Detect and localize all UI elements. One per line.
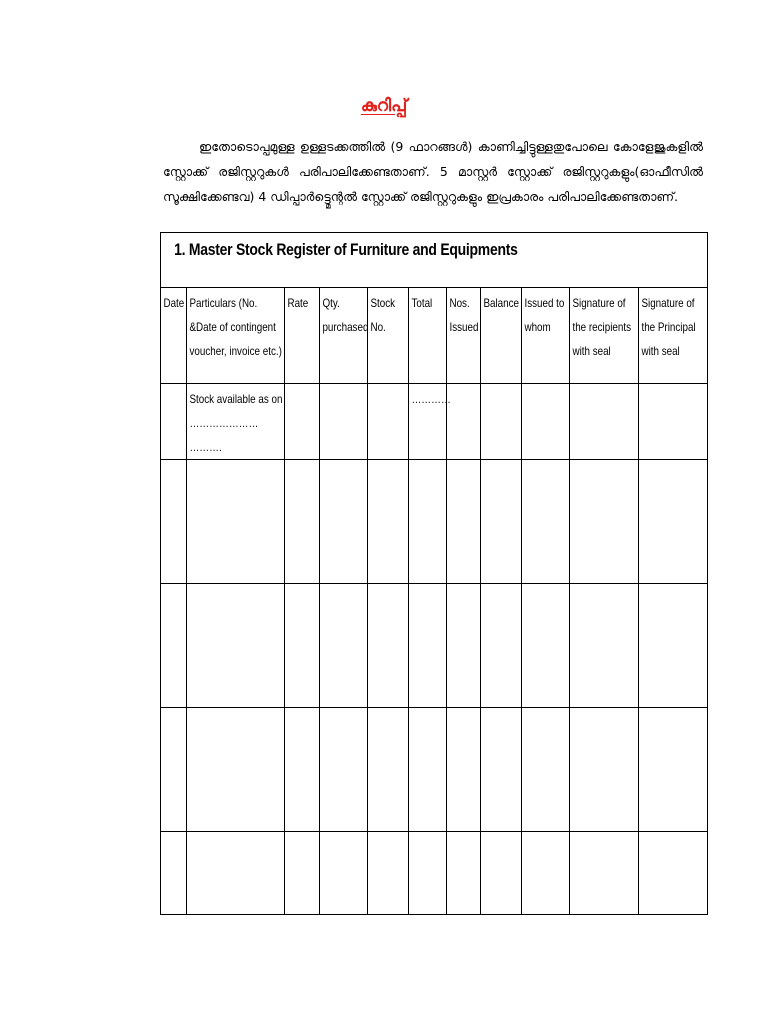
table-row — [161, 460, 708, 584]
table-cell — [285, 708, 320, 832]
table-row — [161, 708, 708, 832]
table-cell — [161, 584, 187, 708]
column-header — [522, 288, 570, 384]
table-cell — [320, 708, 368, 832]
table-header-row — [161, 288, 708, 384]
table-cell — [447, 460, 481, 584]
intro-paragraph: ഇതോടൊപ്പമുള്ള ഉള്ളടക്കത്തിൽ (9 ഫാറങ്ങൾ) കാണിച്ചിട്ടുള്ളതുപോലെ കോളേജുകളിൽ സ്റ്റോക്ക് രജിസ്റ്ററുകൾ പരിപാലിക്കേണ്ടതാണ്. 5 മാസ്റ്റർ സ്റ്റോക്ക് രജിസ്റ്ററുകളും(ഓഫീസിൽ സൂക്ഷിക്കേണ്ടവ) 4 ഡിപ്പാർട്ട്മെന്റൽ സ്റ്റോക്ക് രജിസ്റ്ററുകളും ഇപ്രകാരം പരിപാലിക്കേണ്ടതാണ്. — [163, 139, 703, 204]
table-cell — [409, 460, 447, 584]
table-cell — [570, 384, 639, 460]
table-cell — [481, 460, 522, 584]
column-header-nos-issued: Nos. Issued — [449, 296, 479, 334]
table-cell — [409, 384, 451, 460]
table-cell — [187, 584, 285, 708]
column-header-date: Date — [163, 296, 185, 310]
column-header-total: Total — [411, 296, 433, 310]
column-header-stock-no: Stock No. — [370, 296, 396, 334]
table-cell — [522, 832, 570, 915]
register-title-cell — [161, 233, 708, 288]
stock-total-placeholder: ………… — [411, 392, 451, 406]
column-header — [639, 288, 708, 384]
table-cell — [161, 384, 187, 460]
table-cell — [639, 832, 708, 915]
note-title: കുറിപ്പ് — [360, 96, 408, 116]
column-header — [161, 288, 187, 384]
table-cell — [368, 708, 409, 832]
table-row — [161, 832, 708, 915]
master-stock-register-table — [160, 232, 708, 915]
column-header — [570, 288, 639, 384]
table-cell — [187, 384, 285, 460]
table-cell — [447, 384, 481, 460]
table-cell — [409, 584, 447, 708]
table-cell — [320, 460, 368, 584]
table-cell — [522, 384, 570, 460]
column-header-principal-signature: Signature of the Principal with seal — [641, 296, 696, 358]
table-cell — [409, 832, 447, 915]
table-cell — [447, 832, 481, 915]
column-header-recipient-signature: Signature of the recipients with seal — [572, 296, 631, 358]
column-header-rate: Rate — [287, 296, 309, 310]
table-cell — [570, 832, 639, 915]
column-header — [447, 288, 481, 384]
column-header — [285, 288, 320, 384]
table-cell — [570, 708, 639, 832]
table-cell — [639, 460, 708, 584]
table-cell — [522, 460, 570, 584]
table-cell — [285, 460, 320, 584]
column-header — [481, 288, 522, 384]
table-cell — [481, 708, 522, 832]
table-cell — [320, 584, 368, 708]
register-title: 1. Master Stock Register of Furniture and Equipments — [174, 240, 518, 259]
column-header-particulars: Particulars (No. &Date of contingent voucher, invoice etc.) — [189, 296, 282, 358]
table-cell — [161, 832, 187, 915]
column-header-issued-to-whom: Issued to whom — [524, 296, 565, 334]
table-cell — [447, 584, 481, 708]
table-row — [161, 584, 708, 708]
table-cell — [522, 708, 570, 832]
column-header-qty-purchased: Qty. purchased — [322, 296, 369, 334]
table-cell — [187, 832, 285, 915]
table-cell — [639, 384, 708, 460]
table-cell — [481, 584, 522, 708]
column-header — [368, 288, 409, 384]
table-cell — [285, 832, 320, 915]
table-cell — [481, 384, 522, 460]
column-header-balance: Balance — [483, 296, 520, 310]
table-cell — [285, 584, 320, 708]
table-cell — [187, 460, 285, 584]
stock-available-row — [161, 384, 708, 460]
column-header — [409, 288, 447, 384]
table-cell — [187, 708, 285, 832]
table-cell — [161, 460, 187, 584]
table-cell — [285, 384, 320, 460]
table-cell — [639, 584, 708, 708]
table-cell — [522, 584, 570, 708]
table-cell — [320, 832, 368, 915]
table-cell — [570, 584, 639, 708]
table-cell — [481, 832, 522, 915]
stock-available-label: Stock available as on ………………… ………. — [189, 392, 283, 454]
column-header — [320, 288, 368, 384]
table-cell — [639, 708, 708, 832]
table-cell — [447, 708, 481, 832]
table-cell — [368, 584, 409, 708]
table-cell — [570, 460, 639, 584]
table-cell — [320, 384, 368, 460]
column-header — [187, 288, 285, 384]
table-cell — [368, 384, 409, 460]
table-cell — [368, 832, 409, 915]
table-cell — [368, 460, 409, 584]
table-cell — [161, 708, 187, 832]
table-cell — [409, 708, 447, 832]
